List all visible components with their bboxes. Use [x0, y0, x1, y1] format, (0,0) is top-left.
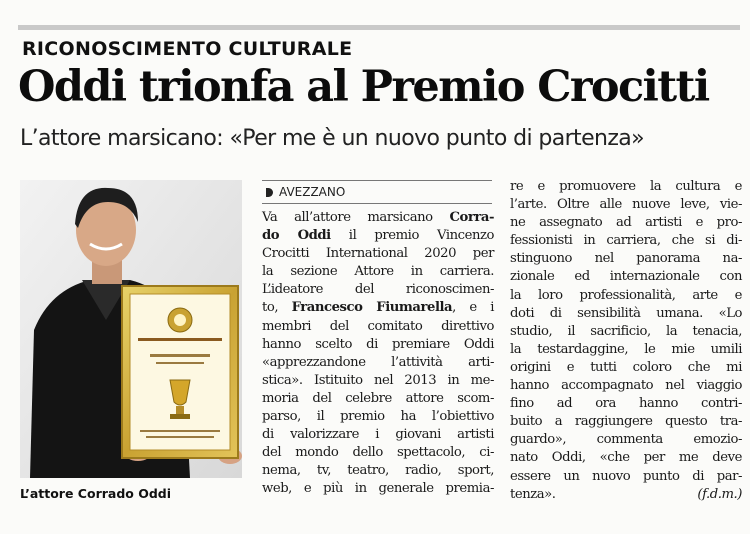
photo-caption: L’attore Corrado Oddi: [20, 486, 172, 501]
text-line: L’ideatore del riconoscimen-: [262, 282, 494, 298]
text-line: parso, il premio ha l’obiettivo: [262, 409, 494, 425]
text-line: web, e più in generale premia-: [262, 481, 494, 497]
text-line: Crocitti International 2020 per: [262, 246, 494, 262]
text-line: moria del celebre attore scom-: [262, 390, 494, 406]
photo-corrado-oddi: [20, 180, 242, 478]
text-line: nema, tv, teatro, radio, sport,: [262, 463, 494, 479]
text-line: stica». Istituito nel 2013 in me-: [262, 372, 494, 388]
text-line: fessionisti in carriera, che si di-: [510, 233, 742, 249]
text-line: la testardaggine, le mie umili: [510, 341, 742, 357]
text-line: hanno scelto di premiare Oddi: [262, 336, 494, 352]
text-line: stinguono nel panorama na-: [510, 251, 742, 267]
author-initials: (f.d.m.): [697, 486, 742, 502]
text-line: do Oddi il premio Vincenzo: [262, 228, 494, 244]
text-line: la loro professionalità, arte e: [510, 287, 742, 303]
top-rule: [18, 25, 740, 30]
dateline-text: AVEZZANO: [279, 185, 346, 199]
photo-illustration: [20, 180, 242, 478]
text-line: di valorizzare i giovani artisti: [262, 427, 494, 443]
text-line: origini e tutti coloro che mi: [510, 359, 742, 375]
text-line: guardo», commenta emozio-: [510, 432, 742, 448]
text-line: fino ad ora hanno contri-: [510, 396, 742, 412]
text-line: tenza». (f.d.m.): [510, 486, 742, 504]
text-line: Va all’attore marsicano Corra-: [262, 210, 494, 225]
text-line: «apprezzandone l’attività arti-: [262, 354, 494, 370]
dateline-bullet-icon: [266, 188, 273, 197]
text-line: buito a raggiungere questo tra-: [510, 414, 742, 430]
text-line: essere un nuovo punto di par-: [510, 468, 742, 484]
text-line: re e promuovere la cultura e: [510, 179, 742, 194]
text-line: l’arte. Oltre alle nuove leve, vie-: [510, 197, 742, 213]
text-line: del mondo dello spettacolo, ci-: [262, 445, 494, 461]
article-column-2: [510, 178, 742, 504]
section-kicker: RICONOSCIMENTO CULTURALE: [22, 38, 353, 60]
text-line: zionale ed internazionale con: [510, 269, 742, 285]
headline: Oddi trionfa al Premio Crocitti: [18, 62, 709, 112]
dateline: [262, 180, 492, 204]
text-line: membri del comitato direttivo: [262, 318, 494, 334]
text-line: doti di sensibilità umana. «Lo: [510, 305, 742, 321]
text-line: studio, il sacrificio, la tenacia,: [510, 323, 742, 339]
text-line: ne assegnato ad artisti e pro-: [510, 215, 742, 231]
text-line: to, Francesco Fiumarella, e i: [262, 300, 494, 316]
text-line: nato Oddi, «che per me deve: [510, 450, 742, 466]
text-line: hanno accompagnato nel viaggio: [510, 378, 742, 394]
text-line: la sezione Attore in carriera.: [262, 264, 494, 280]
article-column-1: [262, 209, 494, 499]
subheadline: L’attore marsicano: «Per me è un nuovo punto di partenza»: [20, 126, 645, 151]
